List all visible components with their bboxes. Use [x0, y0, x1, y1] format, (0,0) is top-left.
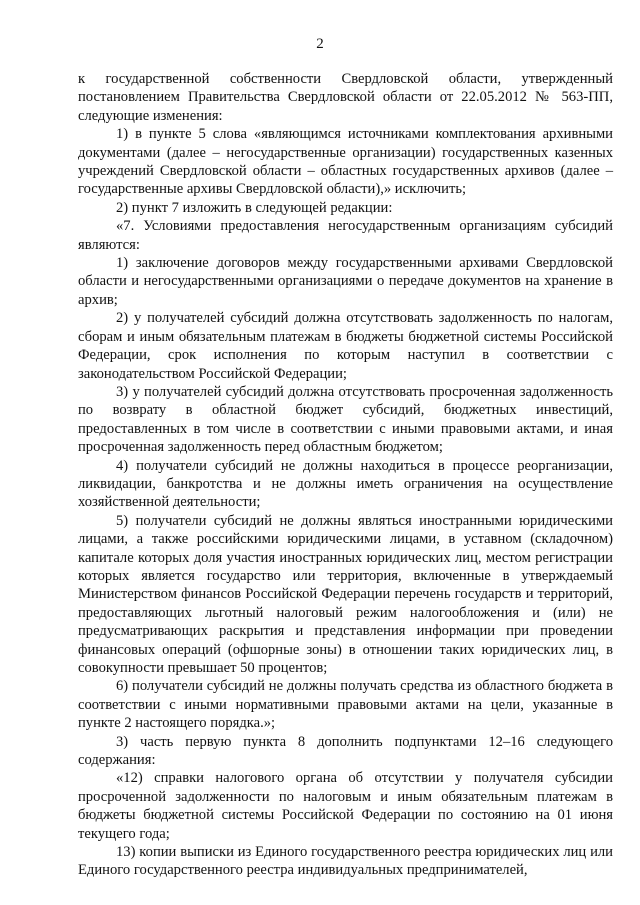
- paragraph-item-2: 2) пункт 7 изложить в следующей редакции:: [116, 199, 393, 216]
- paragraph-item-3: 3) часть первую пункта 8 дополнить подпунктами 12–16 следующего содержания:: [78, 733, 613, 769]
- paragraph-condition-5: 5) получатели субсидий не должны являться иностранными юридическими лицами, а также российскими юридическими лицами, в уставном (складочном) капитале которых доля участия иностранных юридических лиц, местом регистрации которых является государство или территория, включенные в утверждаемый Министерством финансов Российской Федерации перечень государств и территорий, предоставляющих льготный налоговый режим налогообложения и (или) не предусматривающих раскрытия и представления информации при проведении финансовых операций (офшорные зоны) в отношении таких юридических лиц, в совокупности превышает 50 процентов;: [78, 512, 613, 676]
- paragraph-condition-1: 1) заключение договоров между государственными архивами Свердловской области и негосударственными организациями о передаче документов на хранение в архив;: [78, 255, 613, 308]
- paragraph-subitem-13: 13) копии выписки из Единого государственного реестра юридических лиц или Единого государственного реестра индивидуальных предпринимателей,: [78, 844, 613, 879]
- paragraph-intro: к государственной собственности Свердловской области, утвержденный постановлением Правительства Свердловской области от 22.05.2012 № 563-ПП, следующие изменения:: [78, 71, 613, 124]
- paragraph-condition-6: 6) получатели субсидий не должны получать средства из областного бюджета в соответствии с иными нормативными правовыми актами на цели, указанные в пункте 2 настоящего порядка.»;: [78, 678, 613, 732]
- paragraph-clause-7: «7. Условиями предоставления негосударственным организациям субсидий являются:: [78, 218, 613, 253]
- paragraph-condition-2: 2) у получателей субсидий должна отсутствовать задолженность по налогам, сборам и иным обязательным платежам в бюджеты бюджетной системы Российской Федерации, срок исполнения по которым наступил в соответствии с законодательством Российской Федерации;: [78, 310, 613, 382]
- document-body: [78, 70, 613, 880]
- paragraph-item-1: 1) в пункте 5 слова «являющимся источниками комплектования архивными документами (далее – негосударственные организации) государственных казенных учреждений Свердловской области – областных государственных архивов (далее – государственные архивы Свердловской области),» исключить;: [78, 126, 613, 198]
- paragraph-condition-4: 4) получатели субсидий не должны находиться в процессе реорганизации, ликвидации, банкротства и не должны иметь ограничения на осуществление хозяйственной деятельности;: [78, 457, 613, 511]
- paragraph-subitem-12: «12) справки налогового органа об отсутствии у получателя субсидии просроченной задолженности по налоговым и иным обязательным платежам в бюджеты бюджетной системы Российской Федерации по состоянию на 01 июня текущего года;: [78, 770, 613, 842]
- paragraph-condition-3: 3) у получателей субсидий должна отсутствовать просроченная задолженность по возврату в областной бюджет субсидий, бюджетных инвестиций, предоставленных в том числе в соответствии с иными правовыми актами, и иная просроченная задолженность перед областным бюджетом;: [78, 383, 613, 456]
- page-number: 2: [316, 36, 324, 52]
